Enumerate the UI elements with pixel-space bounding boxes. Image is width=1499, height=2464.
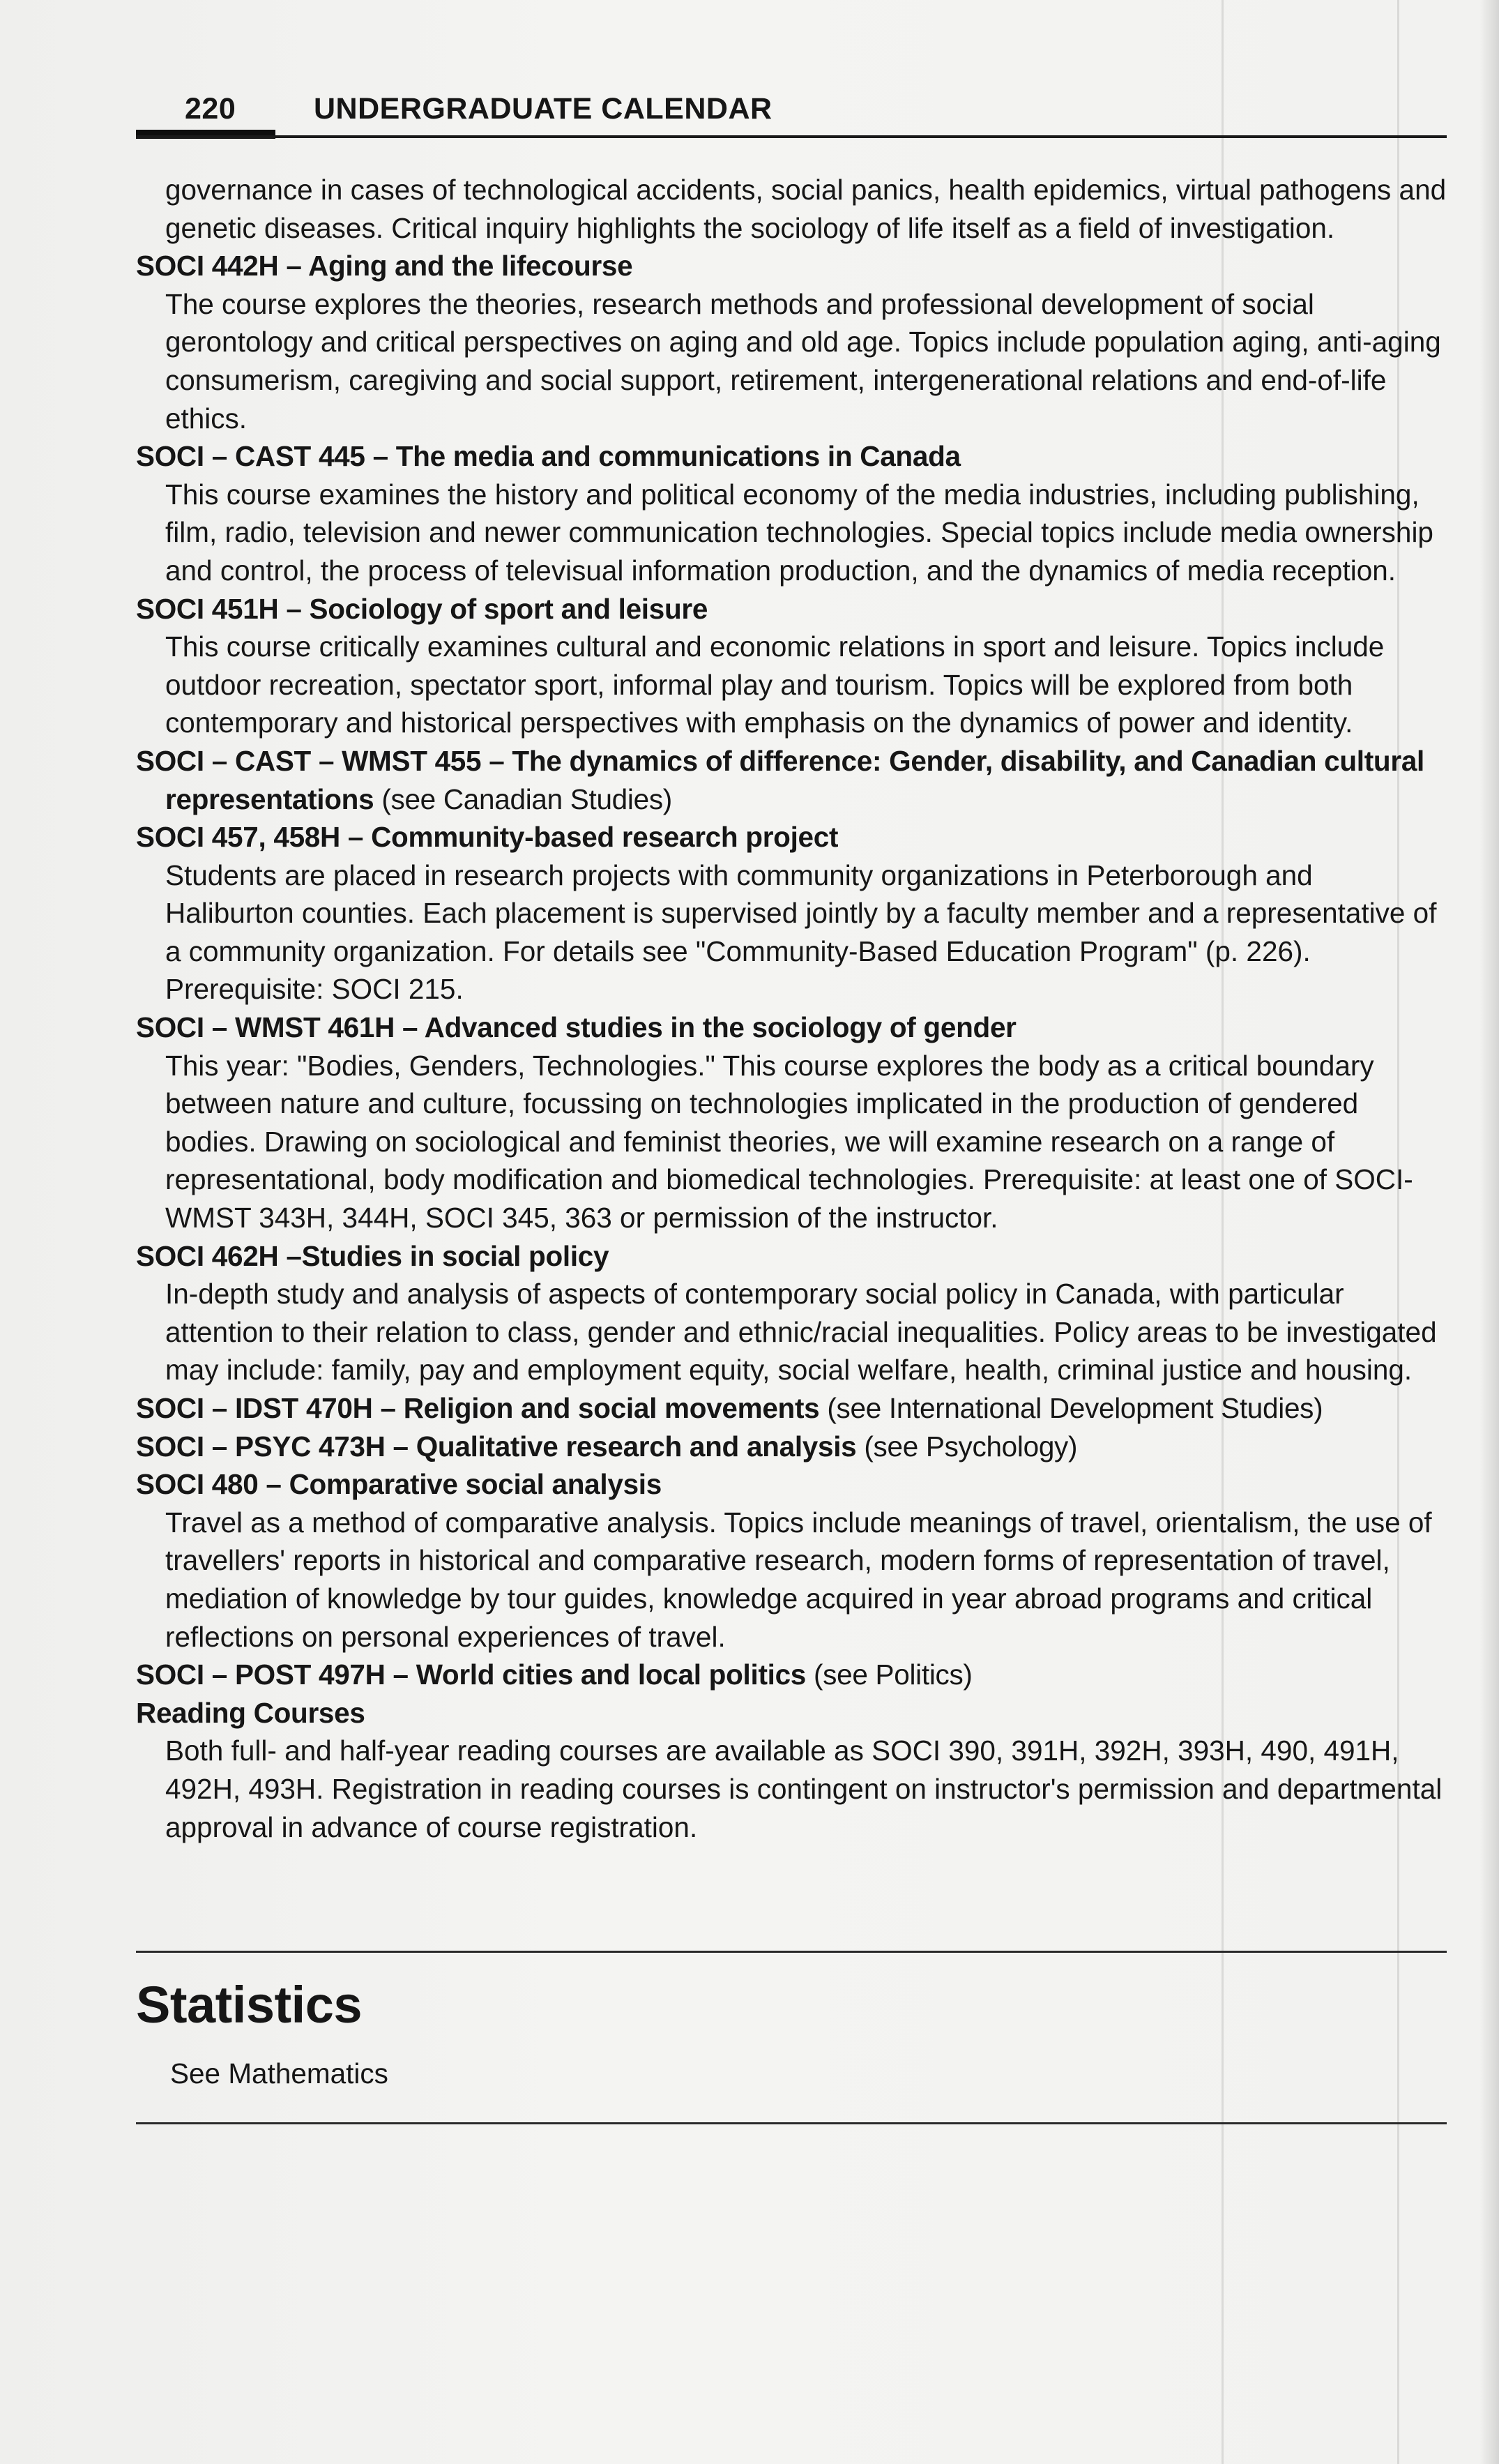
see-reference: (see Canadian Studies) <box>381 783 672 815</box>
course-title: SOCI – IDST 470H – Religion and social movements <box>136 1392 820 1424</box>
course-entry <box>136 247 1447 437</box>
page-edge-shadow <box>1479 0 1499 2464</box>
course-heading <box>136 742 1447 818</box>
course-entry <box>136 1656 1447 1694</box>
course-title: SOCI – CAST 445 – The media and communications in Canada <box>136 440 961 473</box>
course-entry <box>136 742 1447 818</box>
course-heading <box>136 1428 1447 1466</box>
course-title: Reading Courses <box>136 1696 365 1729</box>
course-title: SOCI – WMST 461H – Advanced studies in the sociology of gender <box>136 1011 1017 1044</box>
continued-paragraph: governance in cases of technological accidents, social panics, health epidemics, virtual pathogens and genetic diseases. Critical inquiry highlights the sociology of life itself as a field of investigation. <box>165 174 1447 244</box>
course-entry <box>136 818 1447 1008</box>
see-reference: (see International Development Studies) <box>827 1392 1323 1424</box>
course-title: SOCI 480 – Comparative social analysis <box>136 1468 662 1501</box>
course-heading <box>136 1389 1447 1428</box>
course-title: SOCI – POST 497H – World cities and local politics <box>136 1658 807 1691</box>
course-title: SOCI 442H – Aging and the lifecourse <box>136 250 633 282</box>
running-head <box>136 89 1447 131</box>
page-number: 220 <box>185 92 236 126</box>
course-description: Travel as a method of comparative analysis. Topics include meanings of travel, orientalism, the use of travellers' reports in historical and comparative research, modern forms of representation of travel, mediation of knowledge by tour guides, knowledge acquired in year abroad programs and critical reflections on personal experiences of travel. <box>165 1506 1432 1653</box>
course-title: SOCI 457, 458H – Community-based research project <box>136 821 839 854</box>
course-title: SOCI 451H – Sociology of sport and leisure <box>136 592 708 625</box>
course-description: Students are placed in research projects with community organizations in Peterborough and Haliburton counties. Each placement is supervised jointly by a faculty member and a representative of a community organization. For details see "Community-Based Education Program" (p. 226). Prerequisite: SOCI 215. <box>165 859 1437 1006</box>
course-description: This course examines the history and political economy of the media industries, including publishing, film, radio, television and newer communication technologies. Special topics include media ownership and control, the process of televisual information production, and the dynamics of media reception. <box>165 478 1433 587</box>
course-heading <box>136 1465 1447 1504</box>
course-entry <box>136 1428 1447 1466</box>
course-heading <box>136 247 1447 285</box>
course-heading <box>136 1237 1447 1276</box>
course-entry <box>136 1008 1447 1237</box>
course-entry <box>136 590 1447 742</box>
course-description: The course explores the theories, research methods and professional development of social gerontology and critical perspectives on aging and old age. Topics include population aging, anti-aging consumerism, caregiving and social support, retirement, intergenerational relations and end-of-life ethics. <box>165 287 1441 434</box>
course-heading <box>136 818 1447 856</box>
header-rule <box>136 135 1447 138</box>
course-entry <box>136 1237 1447 1389</box>
course-entries <box>136 247 1447 1846</box>
course-heading <box>136 590 1447 628</box>
cross-reference: See Mathematics <box>170 2057 388 2089</box>
section-divider-top <box>136 1951 1447 1953</box>
course-entry <box>136 1465 1447 1656</box>
course-description: This course critically examines cultural and economic relations in sport and leisure. Topics include outdoor recreation, spectator sport, informal play and tourism. Topics will be explored from both contemporary and historical perspectives with emphasis on the dynamics of power and identity. <box>165 630 1385 739</box>
course-entry <box>136 1389 1447 1428</box>
course-entry <box>136 1694 1447 1846</box>
course-list <box>136 171 1447 1846</box>
course-title: SOCI 462H –Studies in social policy <box>136 1239 609 1272</box>
course-description: This year: "Bodies, Genders, Technologies." This course explores the body as a critical boundary between nature and culture, focussing on technologies implicated in the production of gendered bodies. Drawing on sociological and feminist theories, we will examine research on a range of representational, body modification and biomedical technologies. Prerequisite: at least one of SOCI-WMST 343H, 344H, SOCI 345, 363 or permission of the instructor. <box>165 1049 1413 1234</box>
course-title: SOCI – CAST – WMST 455 – The dynamics of difference: Gender, disability, and Canadian cultural representations <box>136 744 1424 815</box>
course-heading <box>136 1656 1447 1694</box>
see-reference: (see Psychology) <box>864 1430 1078 1462</box>
running-title: UNDERGRADUATE CALENDAR <box>314 92 773 126</box>
section-divider-bottom <box>136 2122 1447 2124</box>
course-description: In-depth study and analysis of aspects of contemporary social policy in Canada, with particular attention to their relation to class, gender and ethnic/racial inequalities. Policy areas to be investigated may include: family, pay and employment equity, social welfare, health, criminal justice and housing. <box>165 1278 1437 1386</box>
course-title: SOCI – PSYC 473H – Qualitative research and analysis <box>136 1430 857 1462</box>
course-heading <box>136 1008 1447 1047</box>
see-reference: (see Politics) <box>814 1658 973 1691</box>
course-heading <box>136 1694 1447 1732</box>
course-entry <box>136 437 1447 589</box>
section-title: Statistics <box>136 1976 363 2034</box>
course-heading <box>136 437 1447 476</box>
course-description: Both full- and half-year reading courses are available as SOCI 390, 391H, 392H, 393H, 490, 491H, 492H, 493H. Registration in reading courses is contingent on instructor's permission and departmental approval in advance of course registration. <box>165 1734 1443 1843</box>
